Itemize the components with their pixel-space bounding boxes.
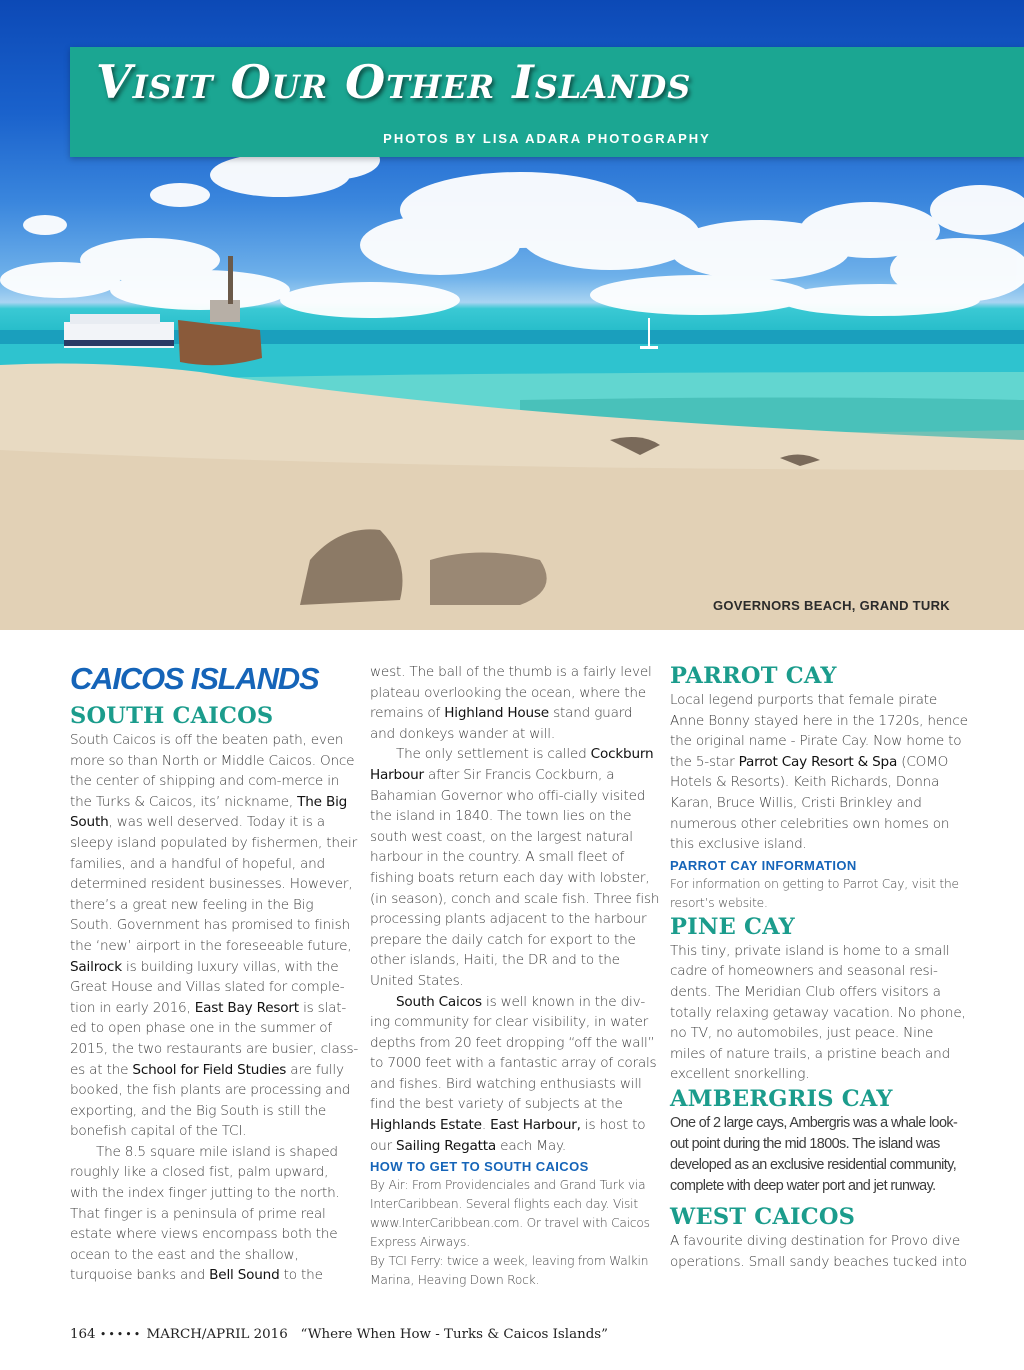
photo-credit: PHOTOS BY LISA ADARA PHOTOGRAPHY (383, 131, 711, 146)
pine-cay-body: This tiny, private island is home to a small cadre of homeowners and seasonal resi-dents. The Meridian Club offers visitors a totally relaxing getaway vacation. No phone, no TV, no automobiles, just peace. Nine miles of nature trails, a pristine beach and excellent snorkelling. (670, 942, 966, 1083)
south-caicos-heading: SOUTH CAICOS (70, 703, 274, 729)
title-banner (70, 47, 1024, 157)
text-run: after Sir Francis Cockburn, a Bahamian Governor who offi-cially visited the island in 1840. The town lies on the south west coast, on the largest natural harbour in the country. A small fleet of fishing boats return each day with lobster, (in season), conch and scale fish. Three fish processing plants adjacent to the harbour prepare the daily catch for export to the other islands, Haiti, the DR and to the United States. (370, 766, 660, 989)
highlight-school-field-studies: School for Field Studies (132, 1061, 287, 1078)
how-to-get-air: By Air: From Providenciales and Grand Turk via InterCaribbean. Several flights each day. Visit www.InterCaribbean.com. Or travel with Caicos Express Airways. (370, 1178, 650, 1250)
south-caicos-paragraph-4 (370, 744, 660, 991)
highlight-highlands-estate: Highlands Estate (370, 1117, 482, 1134)
page-footer (70, 1327, 608, 1342)
text-run: is building luxury villas, with the Great House and Villas slated for comple-tion in early 2016, (70, 958, 345, 1016)
parrot-cay-info-heading: PARROT CAY INFORMATION (670, 857, 857, 873)
text-run: is well known in the div-ing community for clear visibility, in water depths from 20 feet dropping “off the wall” to 7000 feet with a fantastic array of corals and fishes. Bird watching enthusiasts will find the best variety of subjects at the (370, 993, 657, 1113)
south-caicos-paragraph-1 (70, 730, 360, 1142)
column-1 (70, 660, 360, 1286)
south-caicos-body (70, 730, 360, 1286)
south-caicos-body-cont (370, 662, 660, 1156)
page-number: 164 (70, 1327, 96, 1342)
text-run: (COMO Hotels & Resorts). Keith Richards, Donna Karan, Bruce Willis, Cristi Brinkley and numerous other celebrities own homes on this exclusive island. (670, 753, 950, 853)
south-caicos-paragraph-2 (70, 1142, 360, 1286)
ambergris-cay-heading: AMBERGRIS CAY (670, 1085, 893, 1112)
text-run: are fully booked, the fish plants are processing and exporting, and the Big South is still the bonefish capital of the TCI. (70, 1061, 351, 1140)
ambergris-cay-body: One of 2 large cays, Ambergris was a whale look-out point during the mid 1800s. The island was developed as an exclusive residential community, complete with deep water port and jet runway. (670, 1114, 958, 1194)
text-run: South Caicos is off the beaten path, even more so than North or Middle Caicos. Once the center of shipping and com-merce in the Turks & Caicos, its’ nickname, (70, 732, 355, 810)
west-caicos-body: A favourite diving destination for Provo dive operations. Small sandy beaches tucked into (670, 1232, 967, 1270)
highlight-highland-house: Highland House (444, 705, 549, 722)
highlight-south-caicos: South Caicos (396, 993, 482, 1010)
text-run: Local legend purports that female pirate Anne Bonny stayed here in the 1720s, hence the original name - Pirate Cay. Now home to the 5-star (670, 692, 968, 770)
south-caicos-paragraph-3 (370, 662, 660, 744)
south-caicos-paragraph-5 (370, 992, 660, 1157)
highlight-bell-sound: Bell Sound (209, 1267, 280, 1284)
highlight-cockburn-harbour: Cockburn Harbour (370, 746, 654, 783)
parrot-cay-body (670, 690, 970, 855)
publication-name: “Where When How - Turks & Caicos Islands” (300, 1327, 608, 1342)
parrot-cay-info: For information on getting to Parrot Cay, visit the resort’s website. (670, 876, 959, 910)
text-run: The only settlement is called (396, 746, 591, 763)
highlight-east-bay-resort: East Bay Resort (194, 999, 299, 1016)
text-run: is host to our (370, 1117, 646, 1154)
photo-caption: GOVERNORS BEACH, GRAND TURK (712, 598, 950, 613)
highlight-parrot-cay-resort: Parrot Cay Resort & Spa (738, 753, 898, 770)
pine-cay-heading: PINE CAY (670, 913, 795, 940)
parrot-cay-heading: PARROT CAY (670, 663, 837, 689)
highlight-east-harbour: East Harbour, (490, 1117, 581, 1134)
issue-date: MARCH/APRIL 2016 (146, 1327, 288, 1342)
text-run: . (481, 1117, 491, 1134)
text-run: to the (279, 1267, 323, 1284)
highlight-sailrock: Sailrock (70, 958, 122, 975)
highlight-big-south: The Big South (70, 793, 348, 831)
text-run: west. The ball of the thumb is a fairly level plateau overlooking the ocean, where the remains of (370, 664, 652, 722)
how-to-get-ferry: By TCI Ferry: twice a week, leaving from Walkin Marina, Heaving Down Rock. (370, 1254, 649, 1288)
column-2 (370, 662, 660, 1290)
text-run: The 8.5 square mile island is shaped roughly like a closed fist, palm upward, with the index finger jutting to the north. That finger is a peninsula of prime real estate where views encompass both the ocean to the east and the shallow, turquoise banks and (70, 1143, 340, 1284)
column-3 (670, 662, 970, 1272)
region-title: CAICOS ISLANDS (70, 661, 319, 696)
how-to-get-heading: HOW TO GET TO SOUTH CAICOS (370, 1159, 589, 1175)
footer-dots: ••••• (99, 1328, 143, 1341)
text-run: is slat-ed to open phase one in the summer of 2015, the two restaurants are busier, class-es at the (70, 999, 359, 1078)
page-title: Visit Our Other Islands (96, 55, 692, 109)
text-run: stand guard and donkeys wander at will. (370, 705, 633, 742)
hero-photo (0, 0, 1024, 630)
text-run: each May. (496, 1137, 566, 1154)
highlight-sailing-regatta: Sailing Regatta (396, 1137, 497, 1154)
text-run: , was well deserved. Today it is a sleepy island populated by fishermen, their families, and a handful of hopeful, and determined resident businesses. However, there’s a great new feeling in the Big South. Government has promised to finish the ‘new’ airport in the foreseeable future, (70, 814, 357, 954)
west-caicos-heading: WEST CAICOS (670, 1203, 856, 1230)
